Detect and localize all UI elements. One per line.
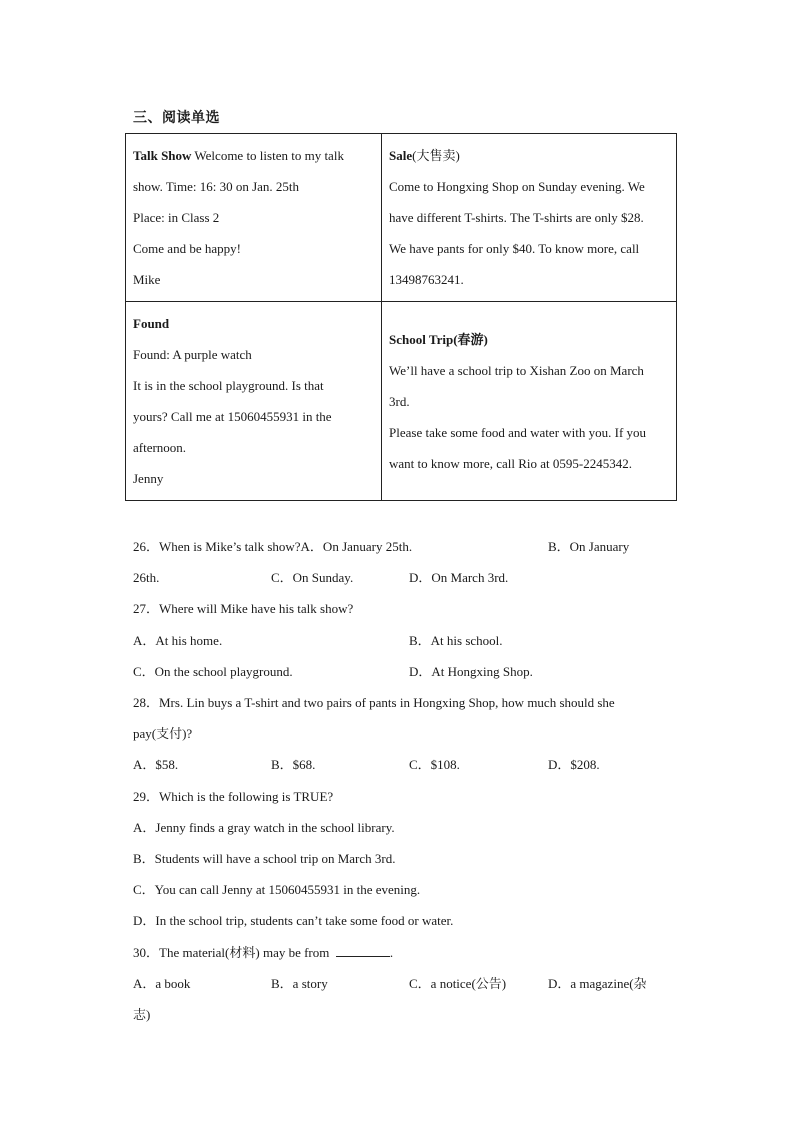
q28-option-c[interactable]: C．$108. — [409, 757, 460, 772]
found-line: Found: A purple watch — [133, 347, 252, 362]
q29-option-b[interactable]: B．Students will have a school trip on March 3rd. — [133, 851, 396, 866]
question-29-stem: 29．Which is the following is TRUE? — [133, 789, 334, 804]
q29-option-d[interactable]: D．In the school trip, students can’t take some food or water. — [133, 913, 454, 928]
question-26-stem: 26．When is Mike’s talk show?A．On January 25th. — [133, 539, 413, 554]
talk-show-heading: Talk Show — [133, 148, 192, 163]
q29-option-c[interactable]: C．You can call Jenny at 15060455931 in the evening. — [133, 882, 421, 897]
q26-option-a[interactable]: A．On January 25th. — [300, 539, 413, 554]
sale-heading-cn: (大售卖) — [412, 148, 460, 163]
q30-option-d-cont: 志) — [133, 1007, 151, 1022]
q27-option-b[interactable]: B．At his school. — [409, 633, 503, 648]
q30-option-a[interactable]: A．a book — [133, 976, 191, 991]
question-28-stem: 28．Mrs. Lin buys a T-shirt and two pairs of pants in Hongxing Shop, how much should she — [133, 695, 615, 710]
q28-option-d[interactable]: D．$208. — [548, 757, 600, 772]
q28-option-a[interactable]: A．$58. — [133, 757, 179, 772]
school-trip-line: want to know more, call Rio at 0595-2245342. — [389, 456, 632, 471]
q26-option-d[interactable]: D．On March 3rd. — [409, 570, 509, 585]
found-line: It is in the school playground. Is that — [133, 378, 324, 393]
talk-show-line: show. Time: 16: 30 on Jan. 25th — [133, 179, 300, 194]
q30-option-b[interactable]: B．a story — [271, 976, 328, 991]
school-trip-line: 3rd. — [389, 394, 410, 409]
talk-show-signature: Mike — [133, 272, 161, 287]
q28-option-b[interactable]: B．$68. — [271, 757, 316, 772]
q26-option-c[interactable]: C．On Sunday. — [271, 570, 354, 585]
q26-option-b-cont: 26th. — [133, 570, 160, 585]
question-27-stem: 27．Where will Mike have his talk show? — [133, 601, 354, 616]
found-heading: Found — [133, 316, 170, 331]
sale-line: Come to Hongxing Shop on Sunday evening. We — [389, 179, 645, 194]
sale-cell — [382, 134, 677, 302]
sale-heading: Sale — [389, 148, 413, 163]
notices-row-2 — [126, 302, 677, 501]
q27-option-d[interactable]: D．At Hongxing Shop. — [409, 664, 533, 679]
sale-line: 13498763241. — [389, 272, 464, 287]
school-trip-cell — [382, 302, 677, 501]
found-signature: Jenny — [133, 471, 164, 486]
talk-show-line: Welcome to listen to my talk — [191, 148, 344, 163]
q29-option-a[interactable]: A．Jenny finds a gray watch in the school library. — [133, 820, 395, 835]
found-cell — [126, 302, 382, 501]
talk-show-cell — [126, 134, 382, 302]
q26-option-b[interactable]: B．On January — [548, 539, 630, 554]
school-trip-line: We’ll have a school trip to Xishan Zoo on March — [389, 363, 644, 378]
question-30-stem: 30．The material(材料) may be from . — [133, 945, 394, 960]
school-trip-heading-cn: (春游) — [453, 332, 488, 347]
notices-row-1 — [126, 134, 677, 302]
talk-show-line: Come and be happy! — [133, 241, 241, 256]
q30-option-d[interactable]: D．a magazine(杂 — [548, 976, 647, 991]
q27-option-a[interactable]: A．At his home. — [133, 633, 223, 648]
q27-option-c[interactable]: C．On the school playground. — [133, 664, 293, 679]
q30-option-c[interactable]: C．a notice(公告) — [409, 976, 507, 991]
notices-table — [125, 133, 677, 501]
found-line: yours? Call me at 15060455931 in the — [133, 409, 332, 424]
school-trip-line: Please take some food and water with you. If you — [389, 425, 647, 440]
found-line: afternoon. — [133, 440, 187, 455]
sale-line: We have pants for only $40. To know more, call — [389, 241, 640, 256]
question-28-stem-cont: pay(支付)? — [133, 726, 193, 741]
section-title: 三、阅读单选 — [133, 110, 220, 126]
sale-line: have different T-shirts. The T-shirts are only $28. — [389, 210, 644, 225]
answer-blank — [336, 944, 390, 957]
school-trip-heading: School Trip — [389, 332, 454, 347]
talk-show-line: Place: in Class 2 — [133, 210, 220, 225]
